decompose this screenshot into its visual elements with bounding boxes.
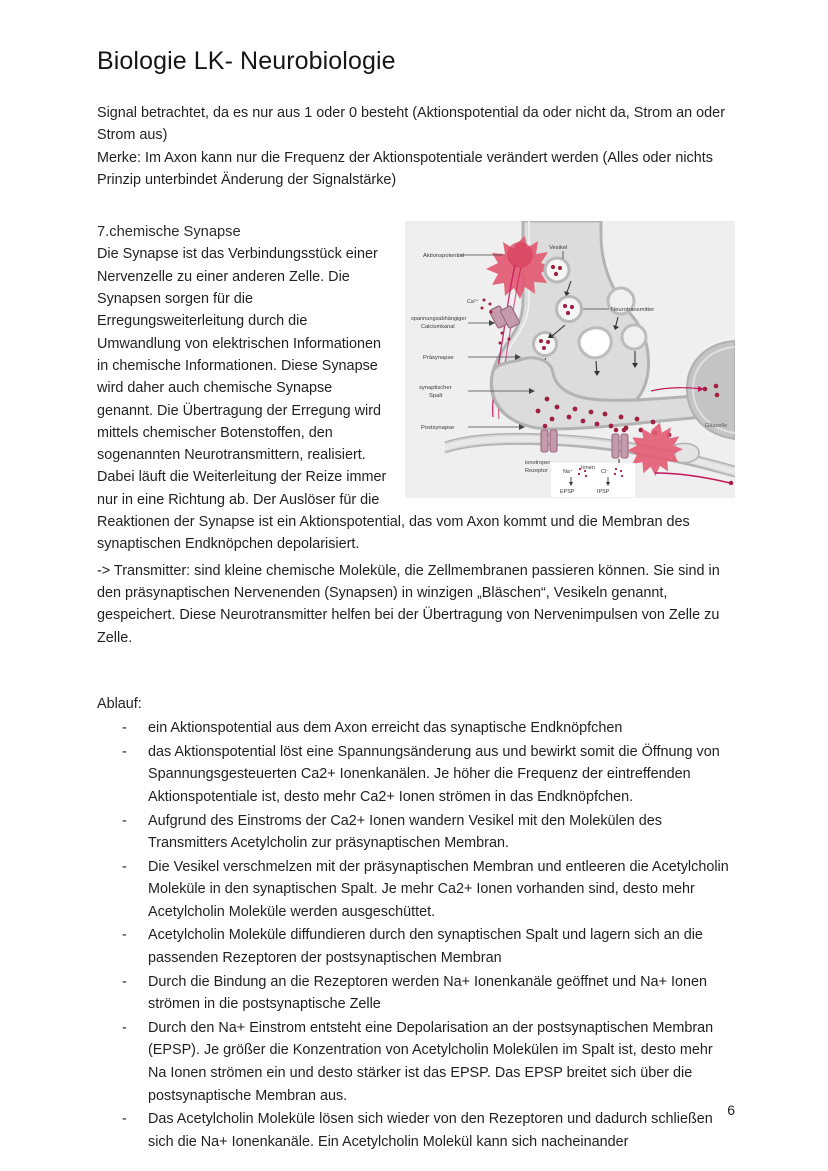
postsynapse-label: Postsynapse [421, 425, 455, 432]
ipsp-label: IPSP [597, 489, 610, 496]
list-item: - Durch die Bindung an die Rezeptoren werden Na+ Ionenkanäle geöffnet und Na+ Ionen strömen in die postsynaptische Zelle [97, 971, 735, 1016]
aktionspotential-label: Aktionspotential [423, 253, 464, 260]
page-title: Biologie LK- Neurobiologie [97, 47, 396, 75]
process-step-list [97, 717, 735, 1153]
section-heading: 7.chemische Synapse [97, 224, 241, 241]
list-item: - Die Vesikel verschmelzen mit der präsynaptischen Membran und entleeren die Acetylcholin Moleküle in den synaptischen Spalt. Je mehr Ca2+ Ionen vorhanden sind, desto mehr Acetylcholin Moleküle werden ausgeschüttet. [97, 856, 735, 924]
synapse-diagram [405, 221, 735, 498]
calcium-ion-label: Ca²⁺ [467, 299, 479, 306]
page-number: 6 [727, 1102, 735, 1118]
natrium-label: Na⁺ [563, 469, 573, 476]
synapse-diagram-figure [405, 221, 735, 498]
page-content [97, 46, 735, 1154]
intro-paragraph-1: Signal betrachtet, da es nur aus 1 oder 0 besteht (Aktionspotential da oder nicht da, Strom an oder Strom aus) [97, 105, 725, 144]
spacer [97, 649, 735, 693]
calciumkanal-label-line2: Calciumkanal [421, 324, 455, 331]
rezeptor-label-line2: Rezeptor [525, 468, 548, 475]
spacer [97, 191, 735, 221]
calciumkanal-label-line1: spannungsabhängiger [411, 316, 467, 323]
vesikel-label: Vesikel [549, 245, 568, 252]
epsp-label: EPSP [560, 489, 575, 496]
intro-paragraph-2: Merke: Im Axon kann nur die Frequenz der Aktionspotentiale verändert werden (Alles oder nichts Prinzip unterbindet Änderung der Signalstärke) [97, 149, 713, 188]
list-item: - Aufgrund des Einstroms der Ca2+ Ionen wandern Vesikel mit den Molekülen des Transmitters Acetylcholin zur präsynaptischen Membran. [97, 810, 735, 855]
synapse-section [97, 221, 735, 555]
rezeptor-label-line1: ionotroper [525, 460, 551, 467]
chlorid-label: Cl⁻ [601, 469, 609, 476]
list-item: - das Aktionspotential löst eine Spannungsänderung aus und bewirkt somit die Öffnung von Spannungsgesteuerten Ca2+ Ionenkanälen. Je höher die Frequenz der eintreffenden Aktionspotentiale ist, desto mehr Ca2+ Ionen strömen in das Endknöpfchen. [97, 741, 735, 809]
list-item: - Acetylcholin Moleküle diffundieren durch den synaptischen Spalt und lagern sich an die passenden Rezeptoren der postsynaptischen Membran [97, 924, 735, 969]
synaptischer-spalt-label-line1: synaptischer [419, 385, 452, 392]
list-item: - Durch den Na+ Einstrom entsteht eine Depolarisation an der postsynaptischen Membran (EPSP). Je größer die Konzentration von Acetylcholin Molekülen im Spalt ist, desto mehr Na Ionen strömen ein und desto stärker ist das EPSP. Das EPSP breitet sich über die postsynaptische Membran aus. [97, 1017, 735, 1107]
ionen-label: Ionen [581, 465, 595, 472]
list-item: - ein Aktionspotential aus dem Axon erreicht das synaptische Endknöpfchen [97, 717, 735, 740]
synaptischer-spalt-label-line2: Spalt [429, 393, 443, 400]
list-item: - Das Acetylcholin Moleküle lösen sich wieder von den Rezeptoren und dadurch schließen sich die Na+ Ionenkanäle. Ein Acetylcholin Molekül kann sich nacheinander [97, 1108, 735, 1153]
section-body: Die Synapse ist das Verbindungsstück einer Nervenzelle zu einer anderen Zelle. Die Synapsen sorgen für die Erregungsweiterleitung durch die Umwandlung von elektrischen Informationen in chemische Informationen. Diese Synapse wird daher auch chemische Synapse genannt. Die Übertragung der Erregung wird mittels chemischer Botenstoffen, den sogenannten Neurotransmittern, realisiert. Dabei läuft die Weiterleitung der Reize immer nur in eine Richtung ab. Der Auslöser für die Reaktionen der Synapse ist ein Aktionspotential, das vom Axon kommt und die Membran des synaptischen Endknöpchen depolarisiert. [97, 246, 690, 553]
gliazelle-label: Gliazelle [705, 423, 728, 430]
praesynapse-label: Präsynapse [423, 355, 454, 362]
process-label: Ablauf: [97, 695, 142, 712]
transmitter-paragraph: -> Transmitter: sind kleine chemische Moleküle, die Zellmembranen passieren können. Sie sind in den präsynaptischen Nervenenden (Synapsen) in winzigen „Bläschen“, Vesikeln genannt, gespeichert. Diese Neurotransmitter helfen bei der Übertragung von Nervenimpulsen von Zelle zu Zelle. [97, 562, 720, 646]
neurotransmitter-label: Neurotransmitter [611, 307, 655, 314]
